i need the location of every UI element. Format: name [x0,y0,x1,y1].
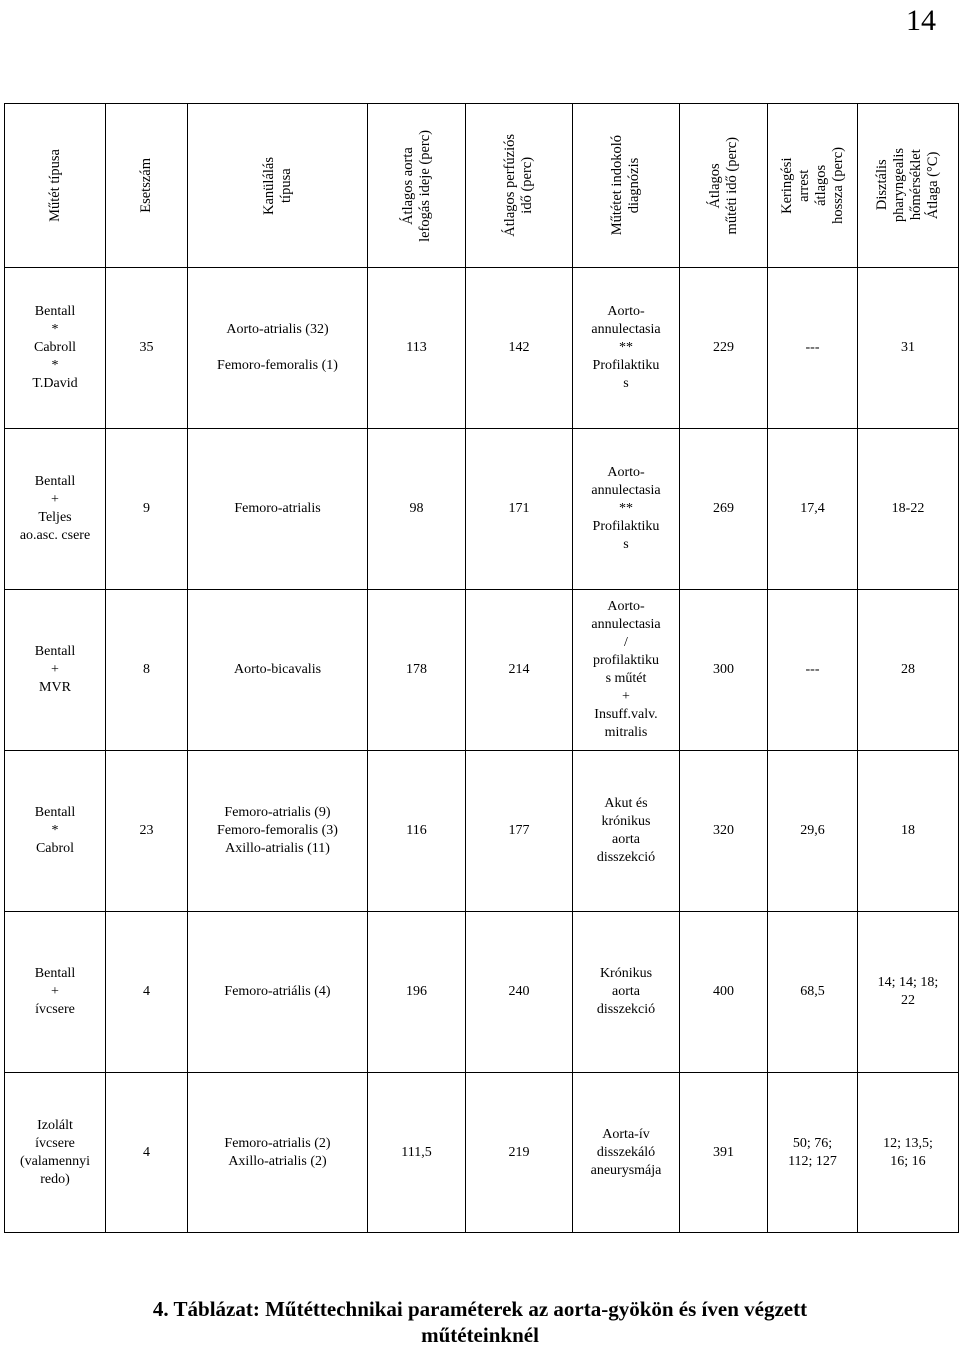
table-cell: 18 [858,751,959,912]
table-cell: 23 [106,751,188,912]
table-cell: Akut és krónikus aorta disszekció [573,751,680,912]
table-cell: 68,5 [768,912,858,1073]
table-caption: 4. Táblázat: Műtéttechnikai paraméterek az aorta-gyökön és íven végzett műtéteinknél [152,1297,808,1347]
table-cell: --- [768,590,858,751]
table-cell: 177 [466,751,573,912]
table-cell: 300 [680,590,768,751]
table-cell: 14; 14; 18; 22 [858,912,959,1073]
table-cell: 18-22 [858,429,959,590]
table-cell: 113 [368,268,466,429]
table-cell: 391 [680,1073,768,1233]
table-cell: 12; 13,5; 16; 16 [858,1073,959,1233]
table-cell: 240 [466,912,573,1073]
table-cell: Femoro-atrialis (9) Femoro-femoralis (3) Axillo-atrialis (11) [188,751,368,912]
header-cell: Műtét típusa [5,104,106,268]
table-cell: Aorto-bicavalis [188,590,368,751]
table-cell: 142 [466,268,573,429]
table-row [5,429,959,590]
surgical-parameters-table [4,103,959,1233]
table-cell: 219 [466,1073,573,1233]
header-cell: Átlagos aorta lefogás ideje (perc) [368,104,466,268]
table-cell: Bentall * Cabrol [5,751,106,912]
table-cell: Bentall + ívcsere [5,912,106,1073]
table-cell: Aorto-atrialis (32) Femoro-femoralis (1) [188,268,368,429]
table-cell: 98 [368,429,466,590]
table-row [5,912,959,1073]
table-cell: 50; 76; 112; 127 [768,1073,858,1233]
header-cell: Keringési arrest átlagos hossza (perc) [768,104,858,268]
table-row [5,1073,959,1233]
table-cell: Bentall + Teljes ao.asc. csere [5,429,106,590]
table-cell: 178 [368,590,466,751]
header-cell: Kanülálás típusa [188,104,368,268]
table-cell: 214 [466,590,573,751]
header-cell: Disztális pharyngealis hőmérséklet Átlaga (°C) [858,104,959,268]
header-cell: Átlagos műtéti idő (perc) [680,104,768,268]
table-cell: 17,4 [768,429,858,590]
table-cell: 4 [106,1073,188,1233]
table-cell: 196 [368,912,466,1073]
table-cell: 320 [680,751,768,912]
header-cell: Esetszám [106,104,188,268]
table-cell: 229 [680,268,768,429]
table-cell: 116 [368,751,466,912]
table-cell: Aorto- annulectasia ** Profilaktiku s [573,268,680,429]
header-row [5,104,959,268]
table-cell: Izolált ívcsere (valamennyi redo) [5,1073,106,1233]
table-cell: 29,6 [768,751,858,912]
header-cell: Átlagos perfúziós idő (perc) [466,104,573,268]
table-cell: 171 [466,429,573,590]
table-cell: 269 [680,429,768,590]
table-row [5,590,959,751]
table-cell: Femoro-atrialis [188,429,368,590]
table-cell: Bentall + MVR [5,590,106,751]
table-row [5,751,959,912]
table-cell: Aorta-ív disszekáló aneurysmája [573,1073,680,1233]
table-cell: Aorto- annulectasia / profilaktiku s műtét + Insuff.valv. mitralis [573,590,680,751]
table-cell: Femoro-atrialis (2) Axillo-atrialis (2) [188,1073,368,1233]
table-cell: 4 [106,912,188,1073]
table-row [5,268,959,429]
table-cell: 9 [106,429,188,590]
page-number: 14 [906,4,936,37]
table-cell: --- [768,268,858,429]
table-cell: 31 [858,268,959,429]
table-cell: Krónikus aorta disszekció [573,912,680,1073]
table-cell: 400 [680,912,768,1073]
table-cell: Aorto- annulectasia ** Profilaktiku s [573,429,680,590]
table-cell: 35 [106,268,188,429]
table-cell: Femoro-atriális (4) [188,912,368,1073]
header-cell: Műtétet indokoló diagnózis [573,104,680,268]
table-cell: 111,5 [368,1073,466,1233]
table-cell: Bentall * Cabroll * T.David [5,268,106,429]
table-cell: 8 [106,590,188,751]
table-cell: 28 [858,590,959,751]
